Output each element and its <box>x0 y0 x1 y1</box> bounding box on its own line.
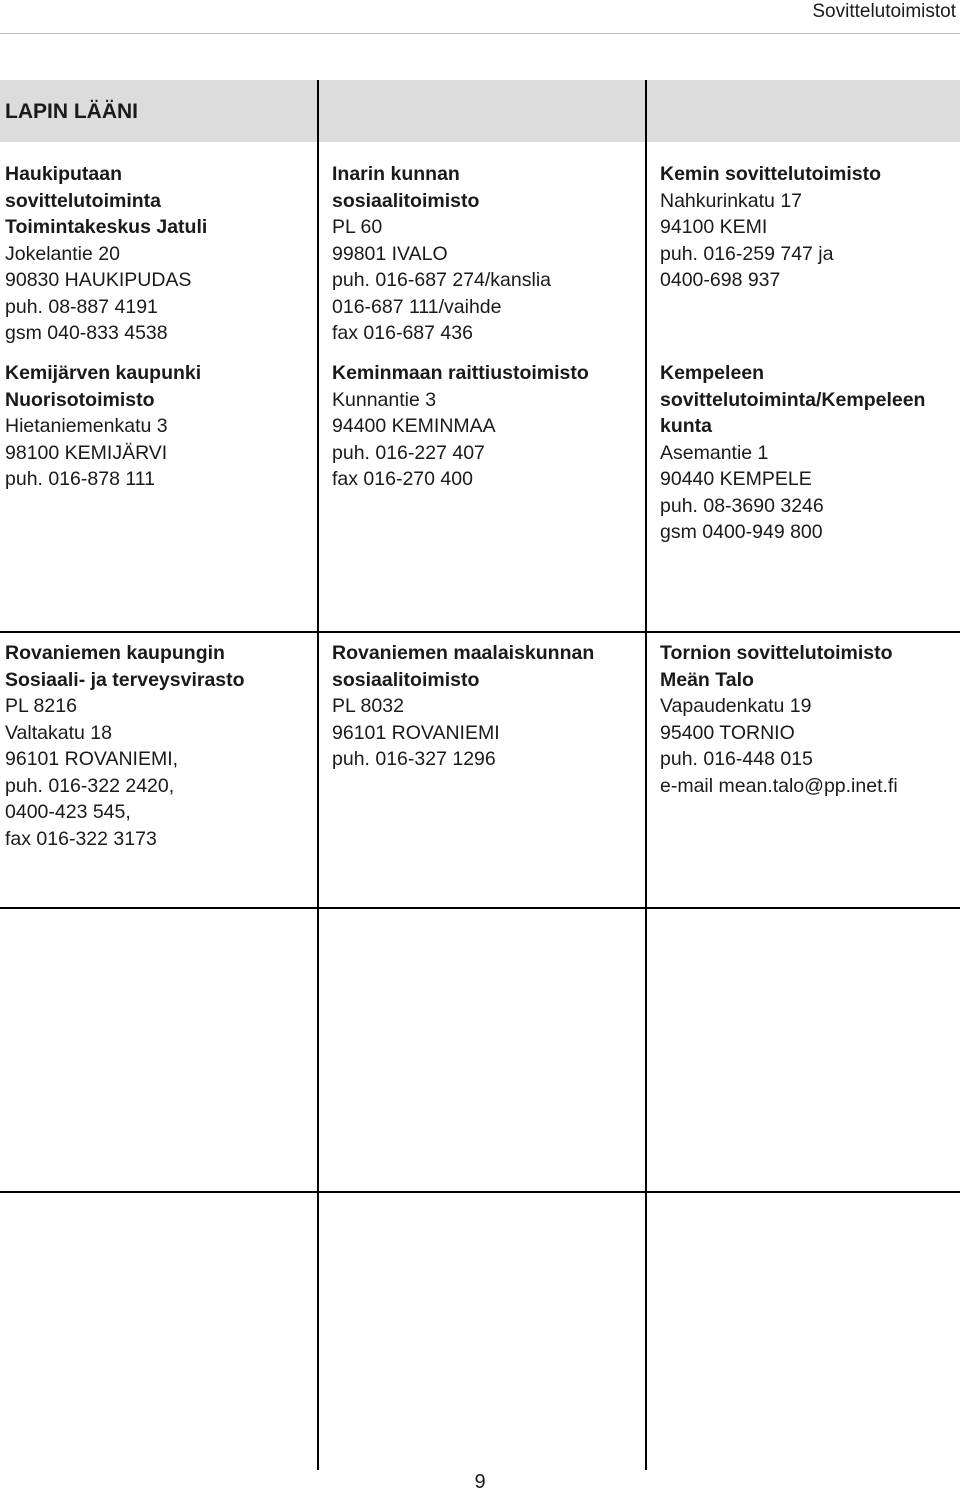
address-line: Hietaniemenkatu 3 <box>5 415 168 437</box>
row-rule-2 <box>0 907 960 909</box>
postal-line: 94100 KEMI <box>660 216 768 238</box>
postal-line: 94400 KEMINMAA <box>332 415 496 437</box>
office-name: sovittelutoiminta/Kempeleen <box>660 388 926 411</box>
fax-line: fax 016-270 400 <box>332 468 473 490</box>
mobile-line: gsm 0400-949 800 <box>660 521 823 543</box>
email-line: e-mail mean.talo@pp.inet.fi <box>660 774 898 797</box>
column-rule-2 <box>645 80 647 1470</box>
running-header: Sovittelutoimistot <box>812 1 956 22</box>
address-line: Asemantie 1 <box>660 441 769 464</box>
office-name: Tornion sovittelutoimisto <box>660 642 893 664</box>
office-name: sosiaalitoimisto <box>332 189 480 212</box>
office-name: Kemijärven kaupunki <box>5 362 202 384</box>
phone-line: puh. 016-322 2420, <box>5 774 175 797</box>
office-name: Rovaniemen kaupungin <box>5 642 225 664</box>
page-number: 9 <box>474 1471 486 1493</box>
pobox-line: PL 8216 <box>5 695 77 717</box>
phone-line: puh. 016-448 015 <box>660 748 813 770</box>
column-rule-1 <box>317 80 319 1470</box>
phone-line: puh. 016-687 274/kanslia <box>332 269 552 291</box>
row-rule-1 <box>0 631 960 633</box>
office-entry-tornio <box>660 640 898 799</box>
phone-line: puh. 08-887 4191 <box>5 295 158 318</box>
office-name: Nuorisotoimisto <box>5 388 155 411</box>
postal-line: 95400 TORNIO <box>660 721 795 744</box>
office-name: Kempeleen <box>660 362 765 384</box>
office-entry-keminmaa <box>332 360 589 493</box>
postal-line: 90830 HAUKIPUDAS <box>5 269 192 291</box>
office-name: Inarin kunnan <box>332 163 460 185</box>
postal-line: 98100 KEMIJÄRVI <box>5 441 168 464</box>
office-entry-rovaniemi-city <box>5 640 245 852</box>
fax-line: fax 016-687 436 <box>332 322 473 344</box>
office-name: Meän Talo <box>660 668 754 691</box>
phone-line: 016-687 111/vaihde <box>332 295 502 318</box>
address-line: Nahkurinkatu 17 <box>660 189 803 212</box>
phone-line: puh. 016-878 111 <box>5 468 155 490</box>
address-line: Valtakatu 18 <box>5 721 112 744</box>
address-line: Jokelantie 20 <box>5 242 120 265</box>
office-entry-kemi <box>660 161 881 294</box>
row-rule-3 <box>0 1191 960 1193</box>
office-name: Sosiaali- ja terveysvirasto <box>5 668 245 691</box>
postal-line: 90440 KEMPELE <box>660 468 812 490</box>
address-line: Kunnantie 3 <box>332 388 437 411</box>
office-name: sovittelutoiminta <box>5 189 162 212</box>
section-title: LAPIN LÄÄNI <box>5 100 138 123</box>
postal-line: 96101 ROVANIEMI, <box>5 748 179 770</box>
phone-line: puh. 08-3690 3246 <box>660 494 824 517</box>
office-name: Keminmaan raittiustoimisto <box>332 362 589 384</box>
pobox-line: PL 8032 <box>332 695 404 717</box>
office-name: Kemin sovittelutoimisto <box>660 163 882 185</box>
postal-line: 96101 ROVANIEMI <box>332 721 500 744</box>
office-name: kunta <box>660 415 713 437</box>
mobile-line: gsm 040-833 4538 <box>5 322 168 344</box>
office-entry-kemijarvi <box>5 360 201 493</box>
section-band <box>0 80 960 142</box>
phone-line: puh. 016-259 747 ja <box>660 242 834 265</box>
header-rule <box>0 33 960 34</box>
fax-line: fax 016-322 3173 <box>5 827 157 850</box>
office-name: sosiaalitoimisto <box>332 668 480 691</box>
office-entry-rovaniemi-rural <box>332 640 594 773</box>
office-entry-kempele <box>660 360 925 546</box>
pobox-line: PL 60 <box>332 216 383 238</box>
phone-line: puh. 016-227 407 <box>332 441 485 464</box>
office-entry-haukipudas <box>5 161 207 347</box>
mobile-line: 0400-423 545, <box>5 801 131 823</box>
office-entry-inari <box>332 161 551 347</box>
address-line: Vapaudenkatu 19 <box>660 695 812 717</box>
office-name: Rovaniemen maalaiskunnan <box>332 642 595 664</box>
postal-line: 99801 IVALO <box>332 242 448 265</box>
phone-line: 0400-698 937 <box>660 269 781 291</box>
office-name: Haukiputaan <box>5 163 123 185</box>
office-name: Toimintakeskus Jatuli <box>5 216 208 238</box>
phone-line: puh. 016-327 1296 <box>332 748 496 770</box>
